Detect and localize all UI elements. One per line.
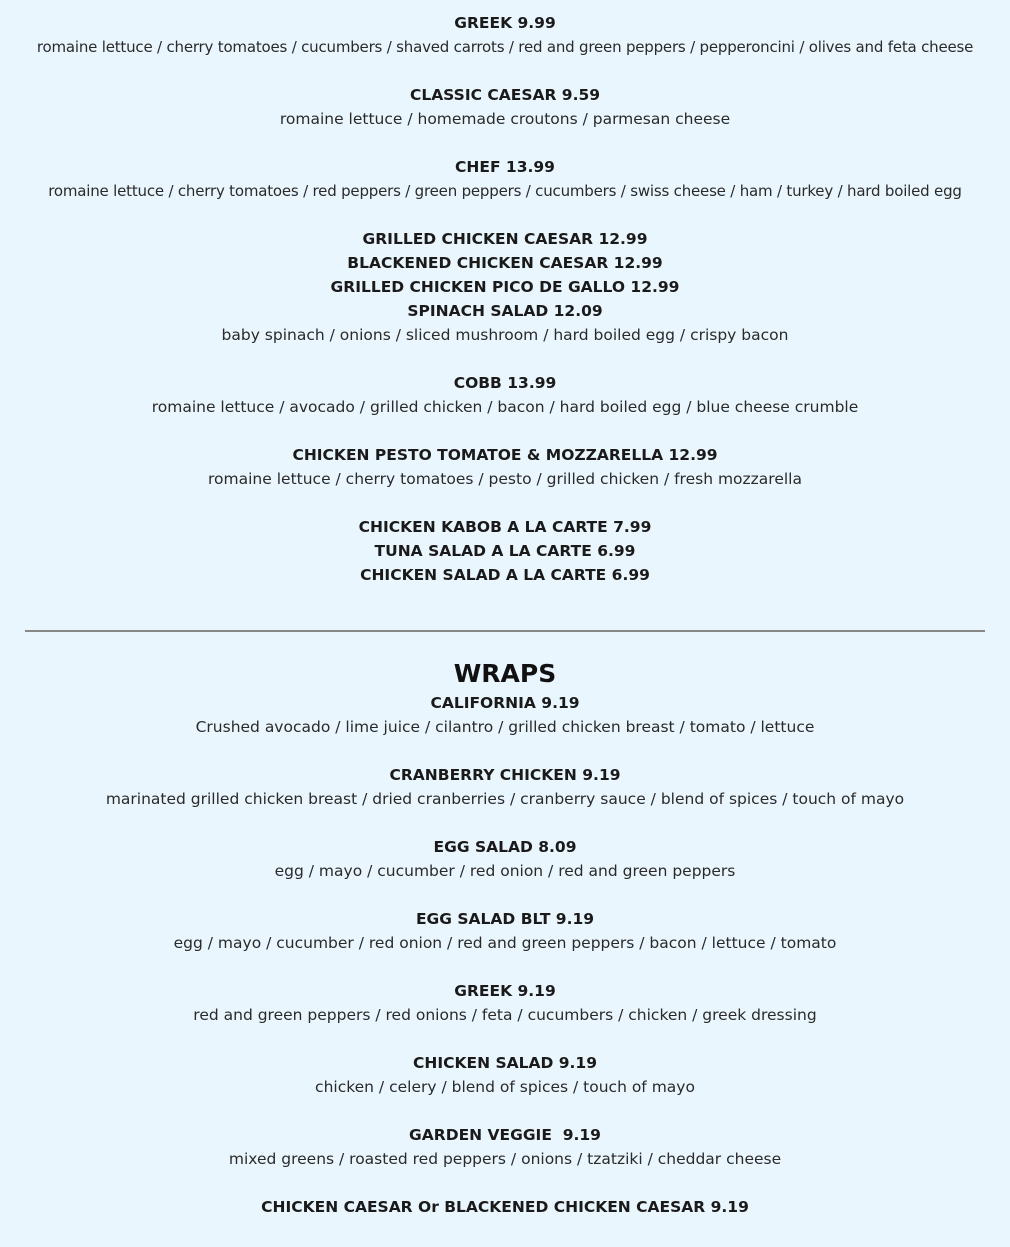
menu-item-description: chicken / celery / blend of spices / touch of mayo <box>315 1078 695 1096</box>
menu-item-name: CHICKEN SALAD A LA CARTE 6.99 <box>360 566 650 584</box>
menu-item-description: egg / mayo / cucumber / red onion / red and green peppers / bacon / lettuce / tomato <box>173 934 837 952</box>
menu-item-name: CALIFORNIA 9.19 <box>430 694 580 712</box>
menu-item-description: romaine lettuce / cherry tomatoes / cucumbers / shaved carrots / red and green peppers / pepperoncini / olives and feta cheese <box>36 38 974 56</box>
menu-item-description: romaine lettuce / avocado / grilled chicken / bacon / hard boiled egg / blue cheese crumble <box>151 398 859 416</box>
menu-item-description: marinated grilled chicken breast / dried cranberries / cranberry sauce / blend of spices / touch of mayo <box>105 790 905 808</box>
menu-item-name: CHICKEN CAESAR Or BLACKENED CHICKEN CAESAR 9.19 <box>261 1198 749 1216</box>
menu-item-name: GRILLED CHICKEN PICO DE GALLO 12.99 <box>330 278 680 296</box>
menu-item-description: Crushed avocado / lime juice / cilantro / grilled chicken breast / tomato / lettuce <box>195 718 815 736</box>
salads-section <box>0 11 1010 587</box>
menu-item-name: CLASSIC CAESAR 9.59 <box>409 86 601 104</box>
menu-item-name: TUNA SALAD A LA CARTE 6.99 <box>374 542 636 560</box>
section-title: WRAPS <box>453 659 557 688</box>
menu-item-name: EGG SALAD BLT 9.19 <box>415 910 595 928</box>
menu-item-name: GRILLED CHICKEN CAESAR 12.99 <box>362 230 648 248</box>
menu-item-name: SPINACH SALAD 12.09 <box>407 302 603 320</box>
menu-item-description: baby spinach / onions / sliced mushroom / hard boiled egg / crispy bacon <box>221 326 789 344</box>
menu-item-description: romaine lettuce / cherry tomatoes / red peppers / green peppers / cucumbers / swiss cheese / ham / turkey / hard boiled egg <box>48 182 962 200</box>
menu-item-name: CRANBERRY CHICKEN 9.19 <box>389 766 621 784</box>
menu-item-name: GARDEN VEGGIE 9.19 <box>409 1126 601 1144</box>
menu-item-description: egg / mayo / cucumber / red onion / red and green peppers <box>274 862 736 880</box>
menu-item-name: CHICKEN SALAD 9.19 <box>413 1054 597 1072</box>
menu-item-description: red and green peppers / red onions / feta / cucumbers / chicken / greek dressing <box>193 1006 817 1024</box>
wraps-section <box>0 657 1010 1219</box>
menu-item-name: CHICKEN PESTO TOMATOE & MOZZARELLA 12.99 <box>292 446 718 464</box>
menu-item-name: CHEF 13.99 <box>455 158 555 176</box>
menu-item-description: romaine lettuce / homemade croutons / parmesan cheese <box>279 110 731 128</box>
menu-item-name: BLACKENED CHICKEN CAESAR 12.99 <box>347 254 663 272</box>
menu-item-name: CHICKEN KABOB A LA CARTE 7.99 <box>358 518 652 536</box>
menu-item-name: COBB 13.99 <box>453 374 557 392</box>
menu-item-description: mixed greens / roasted red peppers / onions / tzatziki / cheddar cheese <box>228 1150 782 1168</box>
section-divider <box>25 630 985 632</box>
menu-item-description: romaine lettuce / cherry tomatoes / pesto / grilled chicken / fresh mozzarella <box>208 470 802 488</box>
menu-item-name: GREEK 9.99 <box>454 14 556 32</box>
menu-item-name: GREEK 9.19 <box>454 982 556 1000</box>
menu-item-name: EGG SALAD 8.09 <box>433 838 577 856</box>
